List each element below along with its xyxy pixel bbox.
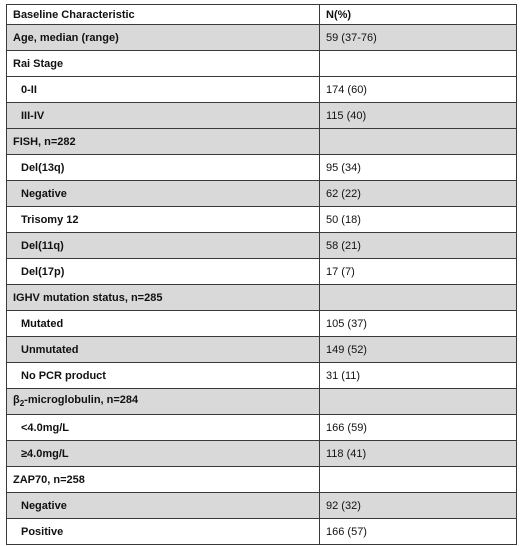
row-value: 31 (11) [320,363,517,389]
row-value: 115 (40) [320,103,517,129]
row-value: 58 (21) [320,233,517,259]
row-value [320,285,517,311]
row-value: 174 (60) [320,77,517,103]
table-row [7,285,517,311]
row-label: ZAP70, n=258 [7,467,320,493]
row-value: 118 (41) [320,441,517,467]
table-row [7,311,517,337]
table-row [7,233,517,259]
row-label: Trisomy 12 [7,207,320,233]
row-label: Del(17p) [7,259,320,285]
table-row [7,467,517,493]
beta-symbol: β [13,394,20,407]
row-value: 149 (52) [320,337,517,363]
table-row [7,441,517,467]
table-row [7,519,517,545]
table-row [7,207,517,233]
table-row [7,129,517,155]
header-n-percent: N(%) [320,5,517,25]
row-value: 92 (32) [320,493,517,519]
row-value [320,467,517,493]
table-row [7,363,517,389]
row-value: 50 (18) [320,207,517,233]
row-label: FISH, n=282 [7,129,320,155]
row-value: 166 (59) [320,415,517,441]
row-label: <4.0mg/L [7,415,320,441]
table-row [7,25,517,51]
baseline-characteristics-table [6,4,517,545]
table-header-row [7,5,517,25]
row-label: 0-II [7,77,320,103]
table-row [7,493,517,519]
row-label: Rai Stage [7,51,320,77]
row-value: 166 (57) [320,519,517,545]
label-remainder: -microglobulin, n=284 [24,394,139,407]
row-label: Del(13q) [7,155,320,181]
row-label: Negative [7,493,320,519]
table-row [7,181,517,207]
row-value: 95 (34) [320,155,517,181]
table-row [7,389,517,415]
row-label: III-IV [7,103,320,129]
row-label: Negative [7,181,320,207]
table-row [7,415,517,441]
row-value [320,389,517,415]
baseline-characteristics-table-frame [6,4,516,542]
table-row [7,155,517,181]
row-value: 105 (37) [320,311,517,337]
row-label: Positive [7,519,320,545]
row-label: Mutated [7,311,320,337]
table-row [7,103,517,129]
row-value: 62 (22) [320,181,517,207]
table-row [7,337,517,363]
row-value: 59 (37-76) [320,25,517,51]
row-value [320,129,517,155]
row-label: Del(11q) [7,233,320,259]
table-row [7,51,517,77]
row-label-beta2 [7,389,320,415]
subscript-two: 2 [19,399,25,409]
table-row [7,77,517,103]
row-label: No PCR product [7,363,320,389]
table-row [7,259,517,285]
row-label: Unmutated [7,337,320,363]
row-label: Age, median (range) [7,25,320,51]
row-label: ≥4.0mg/L [7,441,320,467]
row-value: 17 (7) [320,259,517,285]
row-value [320,51,517,77]
header-characteristic: Baseline Characteristic [7,5,320,25]
row-label: IGHV mutation status, n=285 [7,285,320,311]
